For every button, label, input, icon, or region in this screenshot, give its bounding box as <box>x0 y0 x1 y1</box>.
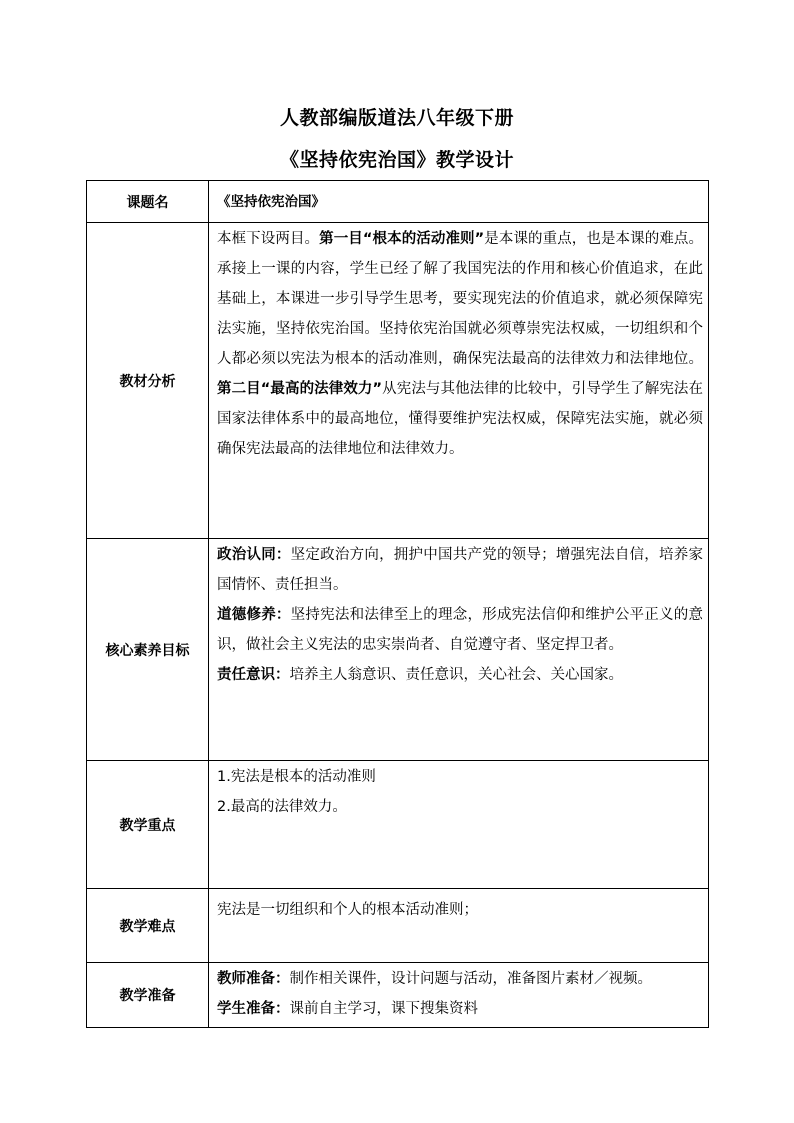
goal-text: 坚持宪法和法律至上的理念，形成宪法信仰和维护公平正义的意识，做社会主义宪法的忠实崇尚者、自觉遵守者、坚定捍卫者。 <box>217 607 703 653</box>
table-row-goals <box>87 539 709 761</box>
topic-value: 《坚持依宪治国》 <box>209 181 709 223</box>
goals-label: 核心素养目标 <box>87 539 209 761</box>
analysis-text-part1: 本框下设两目。 <box>217 231 320 247</box>
goal-heading: 道德修养： <box>217 607 291 623</box>
goal-heading: 政治认同： <box>217 547 291 563</box>
goal-heading: 责任意识： <box>217 667 290 683</box>
table-row-analysis <box>87 223 709 539</box>
focus-content <box>209 761 709 889</box>
prep-heading: 学生准备： <box>217 1001 290 1017</box>
lesson-plan-table <box>86 180 709 1028</box>
analysis-first-section: 第一目“根本的活动准则” <box>319 231 485 247</box>
table-row-difficulty <box>87 889 709 963</box>
topic-label: 课题名 <box>87 181 209 223</box>
document-title: 人教部编版道法八年级下册 <box>279 107 514 129</box>
goal-item <box>217 540 703 600</box>
analysis-label: 教材分析 <box>87 223 209 539</box>
difficulty-label: 教学难点 <box>87 889 209 963</box>
prep-text: 制作相关课件，设计问题与活动，准备图片素材／视频。 <box>289 971 652 987</box>
prep-text: 课前自主学习，课下搜集资料 <box>289 1001 478 1017</box>
table-row-topic <box>87 181 709 223</box>
table-row-preparation <box>87 963 709 1028</box>
prep-heading: 教师准备： <box>217 971 290 987</box>
analysis-second-section: 第二目“最高的法律效力” <box>217 381 383 397</box>
table-row-focus <box>87 761 709 889</box>
goal-text: 培养主人翁意识、责任意识，关心社会、关心国家。 <box>289 667 623 683</box>
document-subtitle: 《坚持依宪治国》教学设计 <box>279 149 514 171</box>
focus-item: 1.宪法是根本的活动准则 <box>217 769 376 785</box>
prep-content <box>209 963 709 1028</box>
goals-content <box>209 539 709 761</box>
focus-label: 教学重点 <box>87 761 209 889</box>
prep-item <box>217 994 703 1024</box>
analysis-text-part2: 是本课的重点，也是本课的难点。承接上一课的内容，学生已经了解了我国宪法的作用和核心价值追求，在此基础上，本课进一步引导学生思考，要实现宪法的价值追求，就必须保障宪法实施，坚持依宪治国。坚持依宪治国就必须尊崇宪法权威，一切组织和个人都必须以宪法为根本的活动准则，确保宪法最高的法律效力和法律地位。 <box>217 231 704 367</box>
goal-item <box>217 660 703 690</box>
prep-label: 教学准备 <box>87 963 209 1028</box>
analysis-text <box>209 223 709 539</box>
goal-item <box>217 600 703 660</box>
difficulty-value: 宪法是一切组织和个人的根本活动准则； <box>209 889 709 963</box>
prep-item <box>217 964 703 994</box>
goal-text: 坚定政治方向，拥护中国共产党的领导；增强宪法自信，培养家国情怀、责任担当。 <box>217 547 703 593</box>
focus-item: 2.最高的法律效力。 <box>217 799 347 815</box>
analysis-text-part3: 从宪法与其他法律的比较中，引导学生了解宪法在国家法律体系中的最高地位，懂得要维护宪法权威，保障宪法实施，就必须确保宪法最高的法律地位和法律效力。 <box>217 381 704 457</box>
